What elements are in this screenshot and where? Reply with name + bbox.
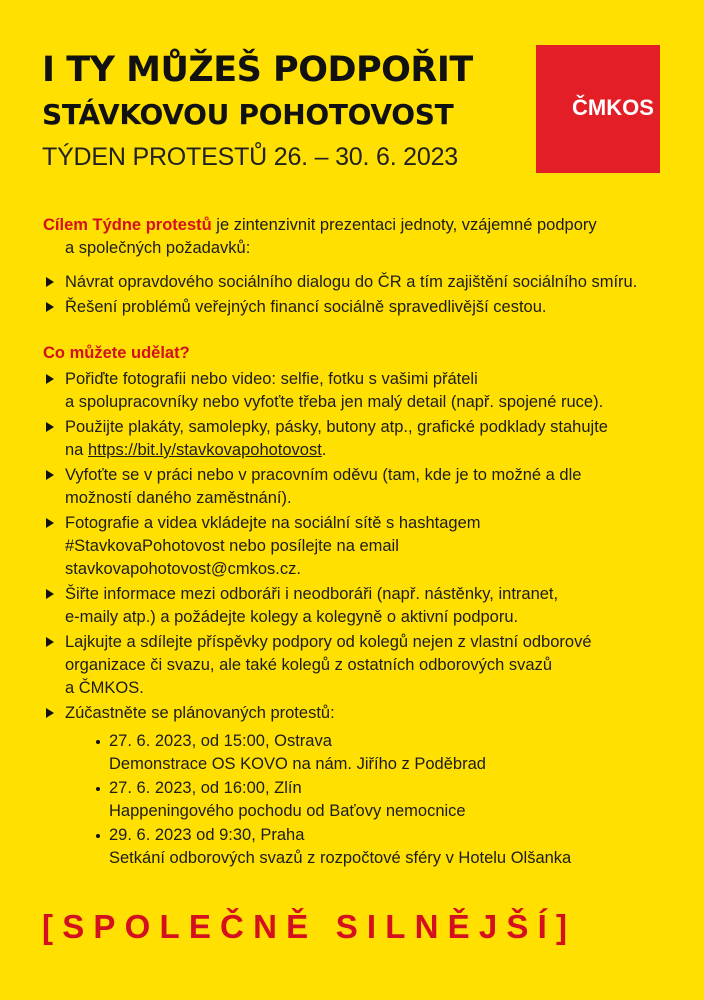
action-line: Pořiďte fotografii nebo video: selfie, fotku s vašimi přáteli: [65, 370, 478, 388]
goals-list: [43, 271, 683, 321]
intro-paragraph: [43, 214, 668, 260]
event-when: 27. 6. 2023, od 15:00, Ostrava: [109, 732, 332, 750]
download-link[interactable]: https://bit.ly/stavkovapohotovost: [87, 441, 322, 459]
action-line: Šiřte informace mezi odboráři i neodboráři (např. nástěnky, intranet,: [65, 585, 559, 603]
event-what: Setkání odborových svazů z rozpočtové sféry v Hotelu Olšanka: [109, 849, 572, 867]
section-title-actions: Co můžete udělat?: [43, 344, 190, 362]
action-line: Lajkujte a sdílejte příspěvky podpory od kolegů nejen z vlastní odborové: [65, 633, 592, 651]
intro-text-line2: a společných požadavků:: [65, 239, 251, 257]
list-item: [95, 730, 655, 776]
triangle-bullet-icon: [46, 277, 54, 287]
list-item: [43, 271, 683, 294]
action-text: na: [65, 441, 88, 459]
action-line: [65, 439, 683, 462]
dot-bullet-icon: [96, 834, 100, 838]
slogan: [SPOLEČNĚ SILNĚJŠÍ]: [42, 908, 577, 945]
actions-list: [43, 368, 683, 727]
list-item: [43, 416, 683, 462]
intro-text-line1: je zintenzivnit prezentaci jednoty, vzájemné podpory: [211, 216, 597, 234]
list-item: [43, 583, 683, 629]
triangle-bullet-icon: [46, 470, 54, 480]
action-line: možností daného zaměstnání).: [65, 489, 292, 507]
triangle-bullet-icon: [46, 637, 54, 647]
action-line: a ČMKOS.: [65, 679, 144, 697]
list-item: [95, 777, 655, 823]
intro-highlight: Cílem Týdne protestů: [43, 216, 212, 234]
action-line: e-maily atp.) a požádejte kolegy a kolegyně o aktivní podporu.: [65, 608, 519, 626]
list-item: [43, 464, 683, 510]
event-when: 29. 6. 2023 od 9:30, Praha: [109, 826, 305, 844]
triangle-bullet-icon: [46, 589, 54, 599]
event-what: Demonstrace OS KOVO na nám. Jiřího z Poděbrad: [109, 755, 486, 773]
action-line: Fotografie a videa vkládejte na sociální sítě s hashtagem: [65, 514, 481, 532]
triangle-bullet-icon: [46, 518, 54, 528]
dot-bullet-icon: [96, 787, 100, 791]
action-line: a spolupracovníky nebo vyfoťte třeba jen malý detail (např. spojené ruce).: [65, 393, 604, 411]
goal-text: Návrat opravdového sociálního dialogu do ČR a tím zajištění sociálního smíru.: [65, 273, 638, 291]
action-text: .: [321, 441, 327, 459]
triangle-bullet-icon: [46, 422, 54, 432]
list-item: [95, 824, 655, 870]
headline-line1: I TY MŮŽEŠ PODPOŘIT: [42, 50, 473, 90]
list-item: [43, 368, 683, 414]
list-item: [43, 702, 683, 725]
list-item: [43, 296, 683, 319]
event-what: Happeningového pochodu od Baťovy nemocnice: [109, 802, 466, 820]
event-when: 27. 6. 2023, od 16:00, Zlín: [109, 779, 302, 797]
triangle-bullet-icon: [46, 374, 54, 384]
headline-line2: STÁVKOVOU POHOTOVOST: [42, 98, 454, 131]
subtitle-dates: TÝDEN PROTESTŮ 26. – 30. 6. 2023: [42, 143, 458, 171]
list-item: [43, 512, 683, 581]
action-line: organizace či svazu, ale také kolegů z ostatních odborových svazů: [65, 656, 553, 674]
triangle-bullet-icon: [46, 708, 54, 718]
triangle-bullet-icon: [46, 302, 54, 312]
action-line: Zúčastněte se plánovaných protestů:: [65, 704, 335, 722]
action-line: #StavkovaPohotovost nebo posílejte na email: [65, 537, 399, 555]
action-line: stavkovapohotovost@cmkos.cz.: [65, 560, 301, 578]
list-item: [43, 631, 683, 700]
action-line: Použijte plakáty, samolepky, pásky, butony atp., grafické podklady stahujte: [65, 418, 608, 436]
events-list: [95, 730, 655, 871]
goal-text: Řešení problémů veřejných financí sociálně spravedlivější cestou.: [65, 298, 547, 316]
logo-text: ČMKOS: [572, 95, 654, 120]
action-line: Vyfoťte se v práci nebo v pracovním oděvu (tam, kde je to možné a dle: [65, 466, 582, 484]
cmkos-logo: [536, 45, 660, 173]
dot-bullet-icon: [96, 740, 100, 744]
